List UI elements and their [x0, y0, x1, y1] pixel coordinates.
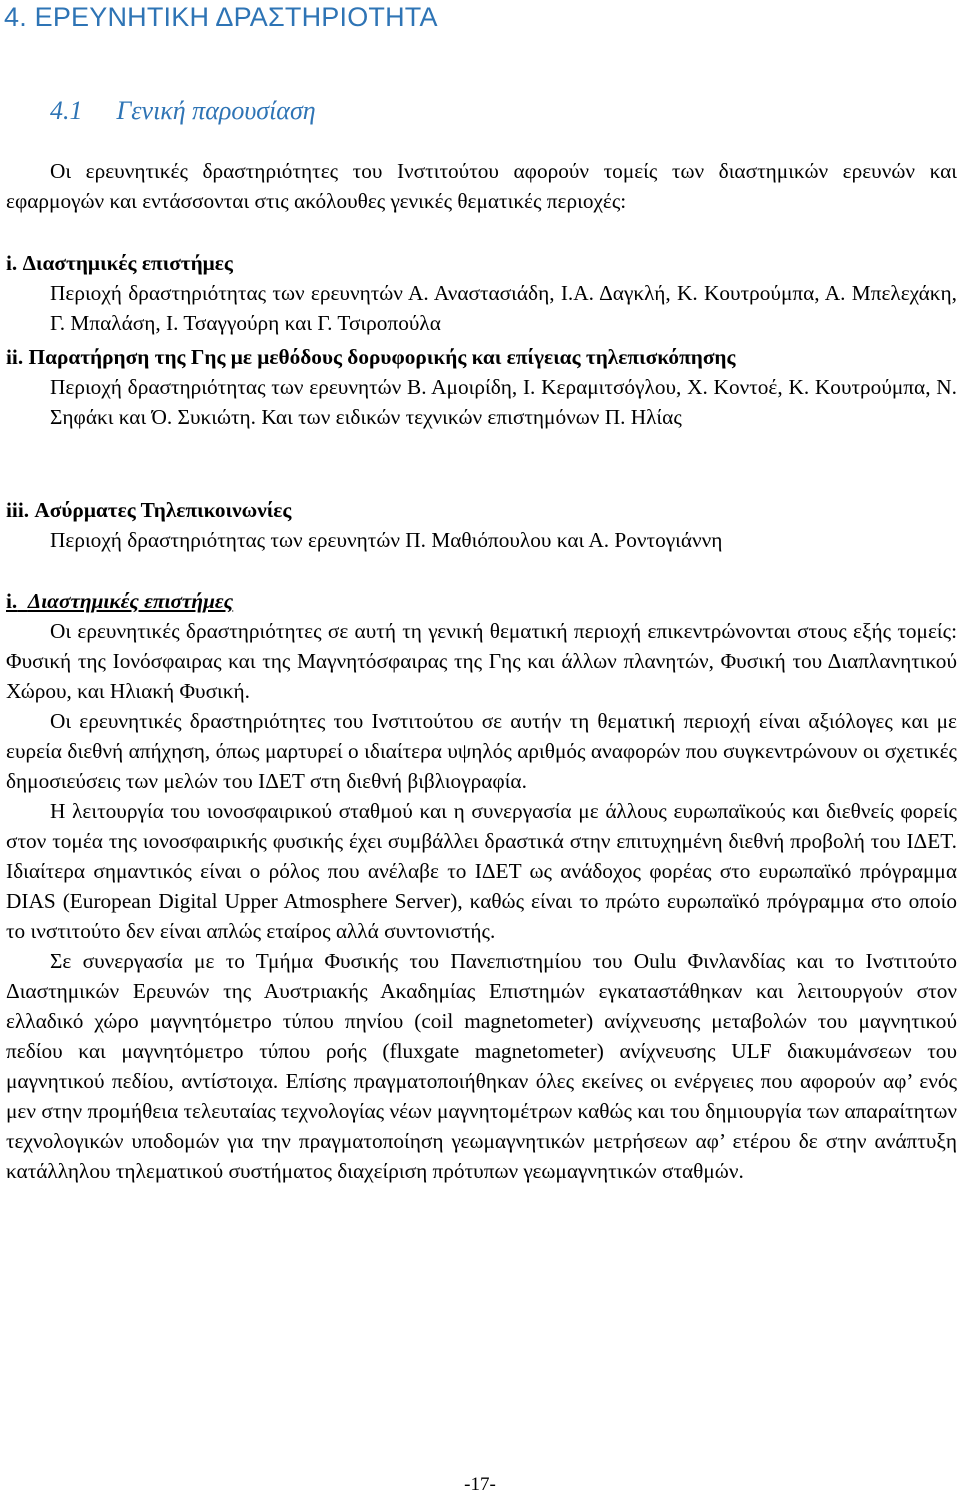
- subsection-number: 4.1: [50, 96, 83, 125]
- area-researchers: Περιοχή δραστηριότητας των ερευνητών Π. Μαθιόπουλου και Α. Ροντογιάννη: [50, 528, 723, 552]
- area-item: [6, 495, 957, 555]
- area-researchers: Περιοχή δραστηριότητας των ερευνητών Α. Αναστασιάδη, Ι.Α. Δαγκλή, Κ. Κουτρούμπα, Α. Μπελεχάκη, Γ. Μπαλάση, Ι. Τσαγγούρη και Γ. Τσιροπούλα: [50, 281, 957, 335]
- detail-paragraph: Οι ερευνητικές δραστηριότητες του Ινστιτούτου σε αυτήν τη θεματική περιοχή είναι αξιόλογες και με ευρεία διεθνή απήχηση, όπως μαρτυρεί ο ιδιαίτερα υψηλός αριθμός αναφορών που συγκεντρώνουν οι σχετικές δημοσιεύσεις των μελών του ΙΔΕΤ στη διεθνή βιβλιογραφία.: [6, 709, 957, 793]
- area-title: Παρατήρηση της Γης με μεθόδους δορυφορικής και επίγειας τηλεπισκόπησης: [28, 345, 736, 369]
- area-item: [6, 342, 957, 432]
- area-title: Διαστημικές επιστήμες: [22, 251, 233, 275]
- intro-paragraph: [6, 156, 957, 216]
- area-researchers: Περιοχή δραστηριότητας των ερευνητών Β. Αμοιρίδη, Ι. Κεραμιτσόγλου, Χ. Κοντοέ, Κ. Κουτρούμπα, Ν. Σηφάκι και Ό. Συκιώτη. Και των ειδικών τεχνικών επιστημόνων Π. Ηλίας: [50, 375, 957, 429]
- detail-heading: [6, 586, 957, 616]
- area-numeral: iii.: [6, 498, 30, 522]
- intro-text: Οι ερευνητικές δραστηριότητες του Ινστιτούτου αφορούν τομείς των διαστημικών ερευνών και εφαρμογών και εντάσσονται στις ακόλουθες γενικές θεματικές περιοχές:: [6, 159, 957, 213]
- area-numeral: i.: [6, 251, 18, 275]
- detail-paragraph: Οι ερευνητικές δραστηριότητες σε αυτή τη γενική θεματική περιοχή επικεντρώνονται στους εξής τομείς: Φυσική της Ιονόσφαιρας και της Μαγνητόσφαιρας της Γης και άλλων πλανητών, Φυσική του Διαπλανητικού Χώρου, και Ηλιακή Φυσική.: [6, 619, 957, 703]
- section-title: 4. ΕΡΕΥΝΗΤΙΚΗ ΔΡΑΣΤΗΡΙΟΤΗΤΑ: [4, 2, 438, 32]
- detail-paragraph: Σε συνεργασία με το Τμήμα Φυσικής του Πανεπιστημίου του Oulu Φινλανδίας και το Ινστιτούτο Διαστημικών Ερευνών της Αυστριακής Ακαδημίας Επιστημών εγκαταστάθηκαν και λειτουργούν στον ελλαδικό χώρο μαγνητόμετρο τύπου πηνίου (coil magnetometer) ανίχνευσης μεταβολών του μαγνητικού πεδίου και μαγνητόμετρο τύπου ροής (fluxgate magnetometer) ανίχνευσης ULF διακυμάνσεων του μαγνητικού πεδίου, αντίστοιχα. Επίσης πραγματοποιήθηκαν όλες εκείνες οι ενέργειες που αφορούν αφ’ ενός μεν στην προμήθεια τελευταίας τεχνολογίας νέων μαγνητομέτρων καθώς και του δημιουργία των απαραίτητων τεχνολογικών υποδομών για την πραγματοποίηση γεωμαγνητικών μετρήσεων αφ’ ετέρου δε στην ανάπτυξη κατάλληλου τηλεματικού συστήματος διαχείριση πρότυπων γεωμαγνητικών σταθμών.: [6, 949, 957, 1183]
- detail-paragraph: Η λειτουργία του ιονοσφαιρικού σταθμού και η συνεργασία με άλλους ευρωπαϊκούς και διεθνείς φορείς στον τομέα της ιονοσφαιρικής φυσικής έχει συμβάλλει δραστικά στην επιτυχημένη διεθνή προβολή του ΙΔΕΤ. Ιδιαίτερα σημαντικός είναι ο ρόλος που ανέλαβε το ΙΔΕΤ ως ανάδοχος φορέας στο ευρωπαϊκό πρόγραμμα DIAS (European Digital Upper Atmosphere Server), καθώς είναι το πρώτο ευρωπαϊκό πρόγραμμα στο οποίο το ινστιτούτο δεν είναι απλώς εταίρος αλλά συντονιστής.: [6, 799, 957, 943]
- detail-numeral: i.: [6, 589, 18, 613]
- subsection-label: Γενική παρουσίαση: [116, 96, 316, 125]
- detail-section: [6, 586, 957, 1186]
- area-title: Ασύρματες Τηλεπικοινωνίες: [34, 498, 292, 522]
- area-item: [6, 248, 957, 338]
- subsection-title: [50, 96, 316, 126]
- page-number: -17-: [464, 1474, 496, 1495]
- area-numeral: ii.: [6, 345, 24, 369]
- detail-title: Διαστημικές επιστήμες: [27, 589, 234, 613]
